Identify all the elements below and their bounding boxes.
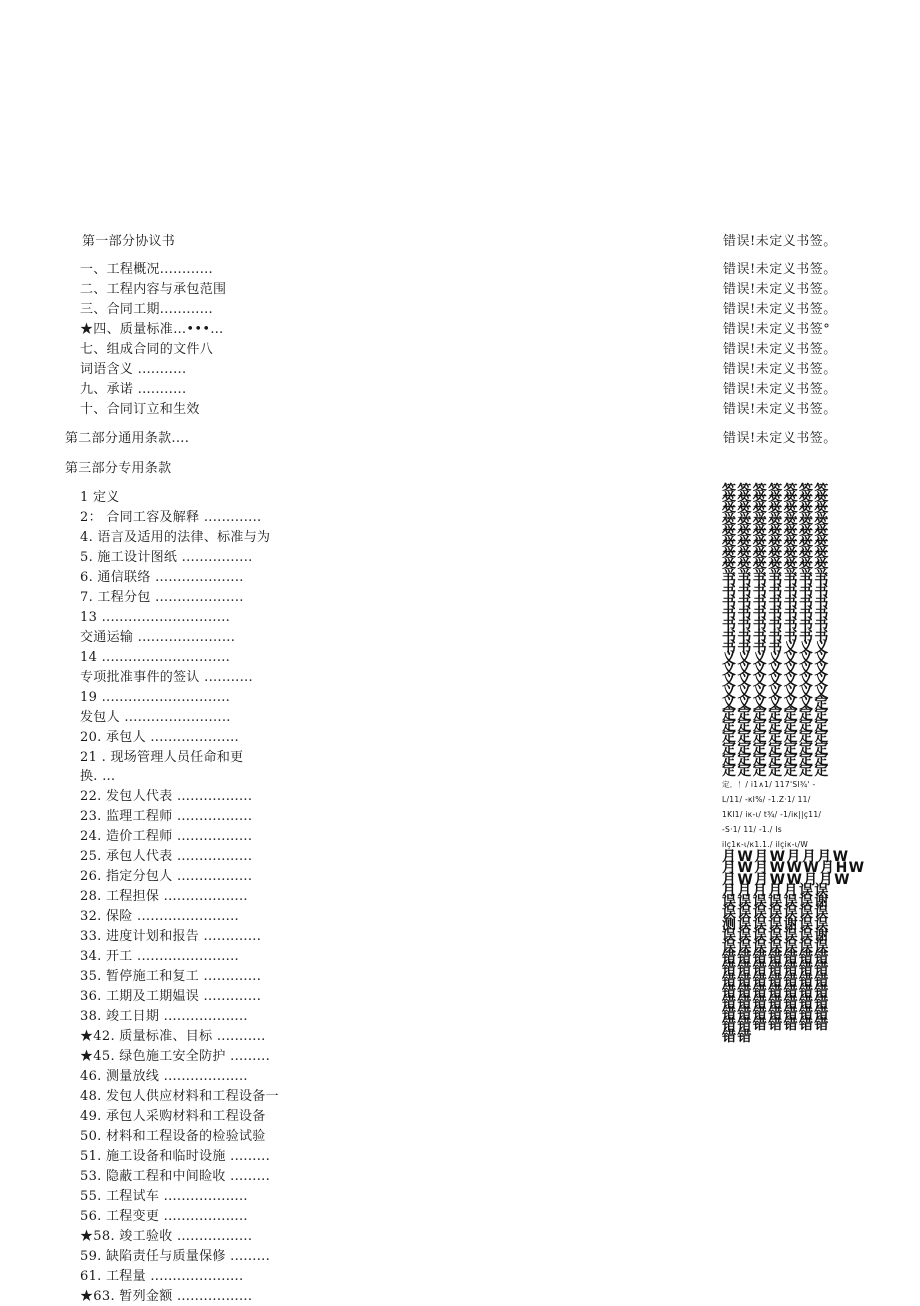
garbled-row: 定定定定定定定 xyxy=(722,740,830,757)
toc-item: 32. 保险 ....................... xyxy=(80,909,239,924)
garbled-bookmark-errors xyxy=(722,483,866,1045)
toc-item: ★四、质量标准…•••… xyxy=(80,322,224,337)
garbled-row: 误误误误误误误 xyxy=(722,905,830,922)
toc-item: 23. 监理工程师 ................. xyxy=(80,809,253,824)
toc-item: 26. 指定分包人 ................. xyxy=(80,869,253,884)
part1-title: 第一部分协议书 xyxy=(82,234,176,249)
bookmark-error: 错误!未定义书签。 xyxy=(723,302,837,317)
bookmark-error: 错误!未定义书签。 xyxy=(723,431,837,446)
garbled-row: 误误误误误误谢 xyxy=(722,927,830,944)
bookmark-error: 错误!未定义书签。 xyxy=(723,342,837,357)
toc-item: 24. 造价工程师 ................. xyxy=(80,829,253,844)
garbled-row: 签签签签签签签 xyxy=(722,550,830,567)
toc-item: 59. 缺陷责任与质量保修 ......... xyxy=(80,1249,271,1264)
garbled-row: 月月月月月误误 xyxy=(722,882,830,899)
part3-title: 第三部分专用条款 xyxy=(65,461,172,476)
garbled-row: 错错错错错错错 xyxy=(722,1017,830,1034)
toc-item: 换. … xyxy=(80,769,116,784)
garbled-row: 月W月WWW月HW xyxy=(722,860,866,877)
garbled-row: 签签签签签签签 xyxy=(722,561,830,578)
toc-item: 5. 施工设计图纸 ................ xyxy=(80,550,253,565)
part2-title: 第二部分通用条款.... xyxy=(65,431,190,446)
toc-item: 51. 施工设备和临时设施 ......... xyxy=(80,1149,271,1164)
toc-item: 28. 工程担保 ................... xyxy=(80,889,248,904)
garbled-row: 测误误误谢误误 xyxy=(722,916,830,933)
garbled-row: 错错错错错错错 xyxy=(722,950,830,967)
bookmark-error: 错误!未定义书签。 xyxy=(723,362,837,377)
garbled-row: 1KI1/ iκ-ι/ t¾/ -1/iκ||ç11/ xyxy=(722,810,822,820)
toc-item: 交通运输 ...................... xyxy=(80,630,236,645)
toc-item: ★45. 绿色施工安全防护 ......... xyxy=(80,1049,271,1064)
toc-item: 2： 合同工容及解释 ............. xyxy=(80,510,262,525)
garbled-row: 书书书书义义义 xyxy=(722,639,830,656)
toc-item: ★58. 竣工验收 ................. xyxy=(80,1229,253,1244)
toc-item: 14 ............................. xyxy=(80,650,231,665)
garbled-row: 错错 xyxy=(722,1028,753,1045)
garbled-row: 签签签签签签签 xyxy=(722,505,830,522)
toc-item: 33. 进度计划和报告 ............. xyxy=(80,929,262,944)
toc-item: 55. 工程试车 ................... xyxy=(80,1189,248,1204)
garbled-row: 义义义义义义义 xyxy=(722,651,830,668)
garbled-row: 书书书书书书书 xyxy=(722,583,830,600)
toc-item: 6. 通信联络 .................... xyxy=(80,570,244,585)
garbled-row: 签签签签签签签 xyxy=(722,527,830,544)
garbled-row: 定定定定定定定 xyxy=(722,763,830,780)
toc-item: 61. 工程量 ..................... xyxy=(80,1269,244,1284)
toc-item: ★63. 暂列金额 ................. xyxy=(80,1289,253,1304)
toc-item: 19 ............................. xyxy=(80,690,231,705)
toc-item: 十、合同订立和生效 xyxy=(80,402,200,417)
toc-item: 七、组成合同的文件八 xyxy=(80,342,214,357)
toc-item: 25. 承包人代表 ................. xyxy=(80,849,253,864)
garbled-row: 义义义义义义义 xyxy=(722,662,830,679)
toc-item: 7. 工程分包 .................... xyxy=(80,590,244,605)
toc-item: 1 定义 xyxy=(80,490,120,505)
garbled-row: 书书书书书书书 xyxy=(722,617,830,634)
toc-item: 一、工程概况............ xyxy=(80,262,213,277)
garbled-row: 定定定定定定定 xyxy=(722,751,830,768)
garbled-row: 错错错错错错错 xyxy=(722,994,830,1011)
garbled-row: 书书书书书书书 xyxy=(722,595,830,612)
garbled-row: ilç1κ-ι/κ1.1./ ilçiκ-ι/W xyxy=(722,840,809,850)
garbled-row: 月W月W月月月W xyxy=(722,849,850,866)
bookmark-error: 错误!未定义书签。 xyxy=(723,234,837,249)
bookmark-error: 错误!未定义书签。 xyxy=(723,382,837,397)
toc-item: 56. 工程变更 ................... xyxy=(80,1209,248,1224)
garbled-row: -S·1/ 11/ -1./ Is xyxy=(722,825,782,835)
garbled-row: 签签签签签签签 xyxy=(722,516,830,533)
garbled-row: L/11/ -κI%/ -1.Z·1/ 11/ xyxy=(722,795,811,805)
garbled-row: 定．！/ i1∧1/ 117'SI¾' - xyxy=(722,780,816,790)
toc-item: 13 ............................. xyxy=(80,610,231,625)
toc-item: 专项批准事件的签认 ........... xyxy=(80,670,253,685)
toc-item: 4. 语言及适用的法律、标准与为 xyxy=(80,530,271,545)
garbled-row: 定定定定定定定 xyxy=(722,707,830,724)
garbled-row: 定定定定定定定 xyxy=(722,729,830,746)
garbled-row: 错错错错错错错 xyxy=(722,983,830,1000)
garbled-row: 义义义义义义义 xyxy=(722,673,830,690)
toc-item: 50. 材料和工程设备的检验试验 xyxy=(80,1129,266,1144)
toc-item: 36. 工期及工期媪误 ............. xyxy=(80,989,262,1004)
garbled-row: 误误误误误误谢 xyxy=(722,894,830,911)
toc-item: 二、工程内容与承包范围 xyxy=(80,282,227,297)
garbled-row: 书书书书书书书 xyxy=(722,606,830,623)
toc-item: 22. 发包人代表 ................. xyxy=(80,789,253,804)
garbled-row: 错错错错错错错 xyxy=(722,1006,830,1023)
toc-item: 21 . 现场管理人员任命和更 xyxy=(80,750,244,765)
toc-item: 38. 竣工日期 ................... xyxy=(80,1009,248,1024)
toc-item: ★42. 质量标准、目标 ........... xyxy=(80,1029,266,1044)
garbled-row: 定定定定定定定 xyxy=(722,718,830,735)
garbled-row: 书书书书书书书 xyxy=(722,572,830,589)
toc-item: 48. 发包人供应材料和工程设备一 xyxy=(80,1089,279,1104)
garbled-row: 书书书书书书书 xyxy=(722,628,830,645)
garbled-row: 义义义义义义义 xyxy=(722,684,830,701)
bookmark-error: 错误!未定义书签。 xyxy=(723,262,837,277)
bookmark-error: 错误!未定义书签。 xyxy=(723,402,837,417)
toc-item: 三、合同工期............ xyxy=(80,302,213,317)
garbled-row: 签签签签签签签 xyxy=(722,483,830,499)
garbled-row: 月W月WW月月W xyxy=(722,871,851,888)
toc-item: 46. 测量放线 ................... xyxy=(80,1069,248,1084)
toc-item: 49. 承包人采购材料和工程设备 xyxy=(80,1109,266,1124)
garbled-row: 错错错错错错错 xyxy=(722,961,830,978)
toc-item: 发包人 ........................ xyxy=(80,710,231,725)
toc-item: 词语含义 ........... xyxy=(80,362,187,377)
garbled-row: 误误误误误误误 xyxy=(722,938,830,955)
toc-item: 九、承诺 ........... xyxy=(80,382,187,397)
garbled-row: 错错错错错错错 xyxy=(722,972,830,989)
toc-item: 34. 开工 ....................... xyxy=(80,949,239,964)
garbled-row: 签签签签签签签 xyxy=(722,494,830,511)
toc-item: 53. 隐蔽工程和中间睑收 ......... xyxy=(80,1169,271,1184)
garbled-row: 义义义义义义定 xyxy=(722,695,830,712)
bookmark-error: 错误!未定义书签。 xyxy=(723,282,837,297)
toc-item: 35. 暂停施工和复工 ............. xyxy=(80,969,262,984)
toc-item: 20. 承包人 .................... xyxy=(80,730,239,745)
garbled-row: 签签签签签签签 xyxy=(722,539,830,556)
bookmark-error: 错误!未定义书签° xyxy=(723,322,831,337)
